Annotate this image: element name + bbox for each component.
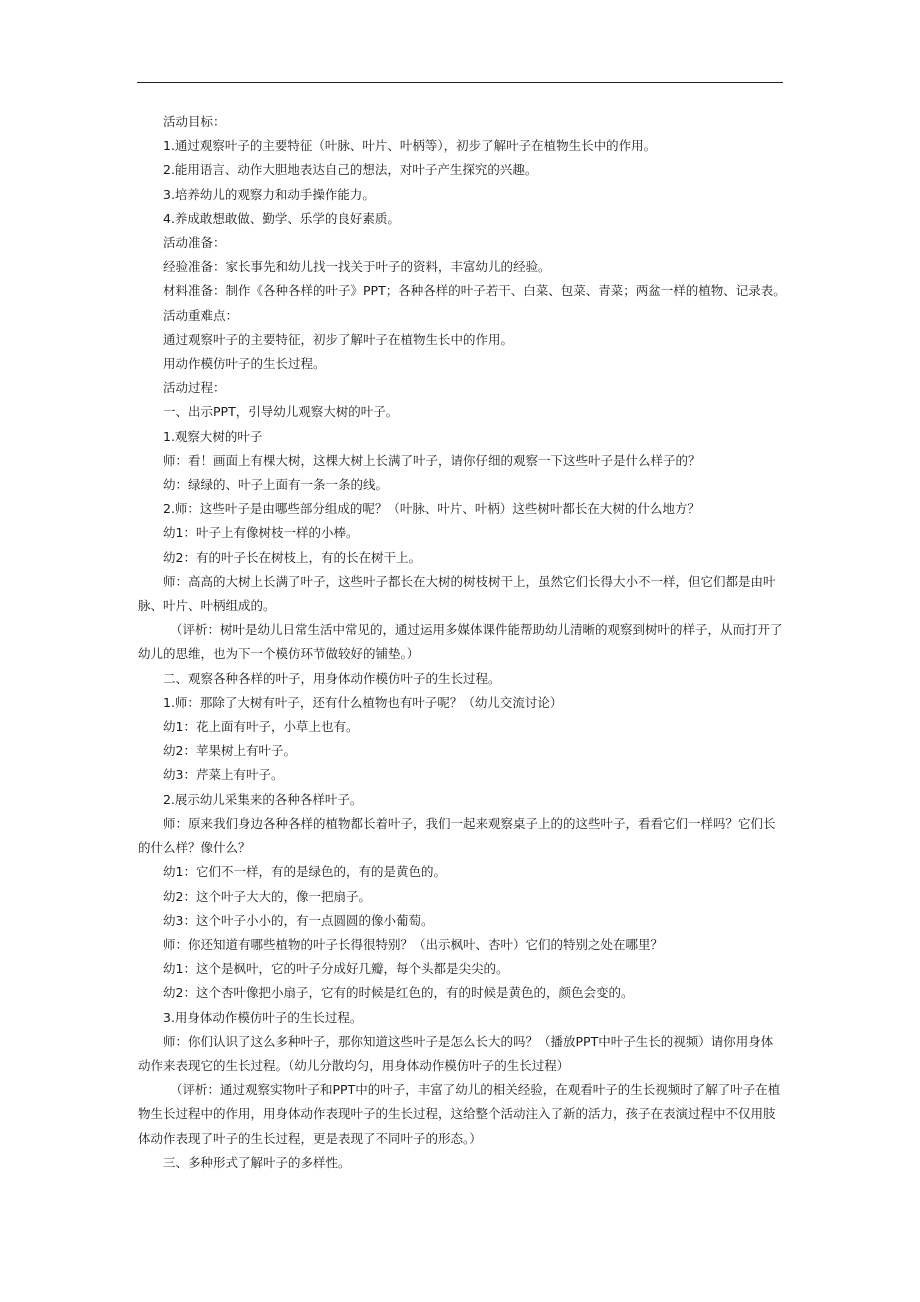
paragraph: 三、多种形式了解叶子的多样性。 bbox=[163, 1154, 351, 1170]
paragraph: 3.用身体动作模仿叶子的生长过程。 bbox=[163, 1009, 363, 1025]
paragraph: （评析：通过观察实物叶子和PPT中的叶子，丰富了幼儿的相关经验，在观看叶子的生长视频时了解了叶子在植物生长过程中的作用，用身体动作表现叶子的生长过程，这给整个活动注入了新的活力，孩子在表演过程中不仅用肢体动作表现了叶子的生长过程，更是表现了不同叶子的形态。） bbox=[138, 1082, 781, 1146]
paragraph: 师：原来我们身边各种各样的植物都长着叶子，我们一起来观察桌子上的的这些叶子，看看它们一样吗？它们长的什么样？像什么？ bbox=[138, 815, 776, 856]
paragraph: 用动作模仿叶子的生长过程。 bbox=[163, 356, 326, 372]
paragraph: 1.通过观察叶子的主要特征（叶脉、叶片、叶柄等），初步了解叶子在植物生长中的作用。 bbox=[163, 138, 657, 154]
paragraph: 2.能用语言、动作大胆地表达自己的想法，对叶子产生探究的兴趣。 bbox=[163, 162, 538, 178]
paragraph: 活动准备： bbox=[163, 235, 226, 251]
paragraph: 活动过程： bbox=[163, 380, 226, 396]
header-rule bbox=[137, 82, 783, 83]
paragraph: 幼3：芹菜上有叶子。 bbox=[163, 767, 284, 783]
paragraph: 师：你还知道有哪些植物的叶子长得很特别？（出示枫叶、杏叶）它们的特别之处在哪里？ bbox=[163, 936, 664, 952]
document-body bbox=[138, 110, 784, 1175]
paragraph: 幼2：苹果树上有叶子。 bbox=[163, 743, 296, 759]
paragraph: 二、观察各种各样的叶子，用身体动作模仿叶子的生长过程。 bbox=[163, 670, 501, 686]
paragraph: （评析：树叶是幼儿日常生活中常见的，通过运用多媒体课件能帮助幼儿清晰的观察到树叶的样子，从而打开了幼儿的思维，也为下一个模仿环节做较好的铺垫。） bbox=[138, 622, 783, 662]
paragraph: 幼2：这个杏叶像把小扇子，它有的时候是红色的，有的时候是黄色的，颜色会变的。 bbox=[163, 985, 634, 1001]
paragraph: 4.养成敢想敢做、勤学、乐学的良好素质。 bbox=[163, 210, 400, 226]
paragraph: 1.观察大树的叶子 bbox=[163, 428, 263, 444]
paragraph: 师：高高的大树上长满了叶子，这些叶子都长在大树的树枝树干上，虽然它们长得大小不一样，但它们都是由叶脉、叶片、叶柄组成的。 bbox=[138, 573, 776, 614]
paragraph: 2.师：这些叶子是由哪些部分组成的呢？（叶脉、叶片、叶柄）这些树叶都长在大树的什么地方？ bbox=[163, 501, 700, 517]
paragraph: 幼2：这个叶子大大的，像一把扇子。 bbox=[163, 888, 371, 904]
paragraph: 幼：绿绿的、叶子上面有一条一条的线。 bbox=[163, 477, 389, 493]
paragraph: 幼1：它们不一样，有的是绿色的，有的是黄色的。 bbox=[163, 864, 446, 880]
paragraph: 师：你们认识了这么多种叶子，那你知道这些叶子是怎么长大的吗？（播放PPT中叶子生长的视频）请你用身体动作来表现它的生长过程。（幼儿分散均匀，用身体动作模仿叶子的生长过程） bbox=[138, 1033, 774, 1073]
paragraph: 通过观察叶子的主要特征，初步了解叶子在植物生长中的作用。 bbox=[163, 331, 514, 347]
paragraph: 幼1：叶子上有像树枝一样的小棒。 bbox=[163, 525, 359, 541]
paragraph: 活动目标： bbox=[163, 114, 226, 129]
paragraph: 活动重难点： bbox=[163, 307, 239, 323]
paragraph: 2.展示幼儿采集来的各种各样叶子。 bbox=[163, 791, 363, 807]
paragraph: 一、出示PPT，引导幼儿观察大树的叶子。 bbox=[163, 404, 399, 420]
paragraph: 幼2：有的叶子长在树枝上，有的长在树干上。 bbox=[163, 549, 421, 565]
paragraph: 材料准备：制作《各种各样的叶子》PPT；各种各样的叶子若干、白菜、包菜、青菜；两盆一样的植物、记录表。 bbox=[163, 283, 786, 299]
paragraph: 3.培养幼儿的观察力和动手操作能力。 bbox=[163, 186, 375, 202]
paragraph: 幼1：花上面有叶子，小草上也有。 bbox=[163, 719, 359, 735]
paragraph: 幼1：这个是枫叶，它的叶子分成好几瓣，每个头都是尖尖的。 bbox=[163, 961, 509, 977]
paragraph: 1.师：那除了大树有叶子，还有什么植物也有叶子呢？（幼儿交流讨论） bbox=[163, 694, 563, 710]
paragraph: 幼3：这个叶子小小的，有一点圆圆的像小葡萄。 bbox=[163, 912, 434, 928]
paragraph: 经验准备：家长事先和幼儿找一找关于叶子的资料，丰富幼儿的经验。 bbox=[163, 259, 551, 275]
paragraph: 师：看！画面上有棵大树，这棵大树上长满了叶子，请你仔细的观察一下这些叶子是什么样子的？ bbox=[163, 452, 701, 468]
